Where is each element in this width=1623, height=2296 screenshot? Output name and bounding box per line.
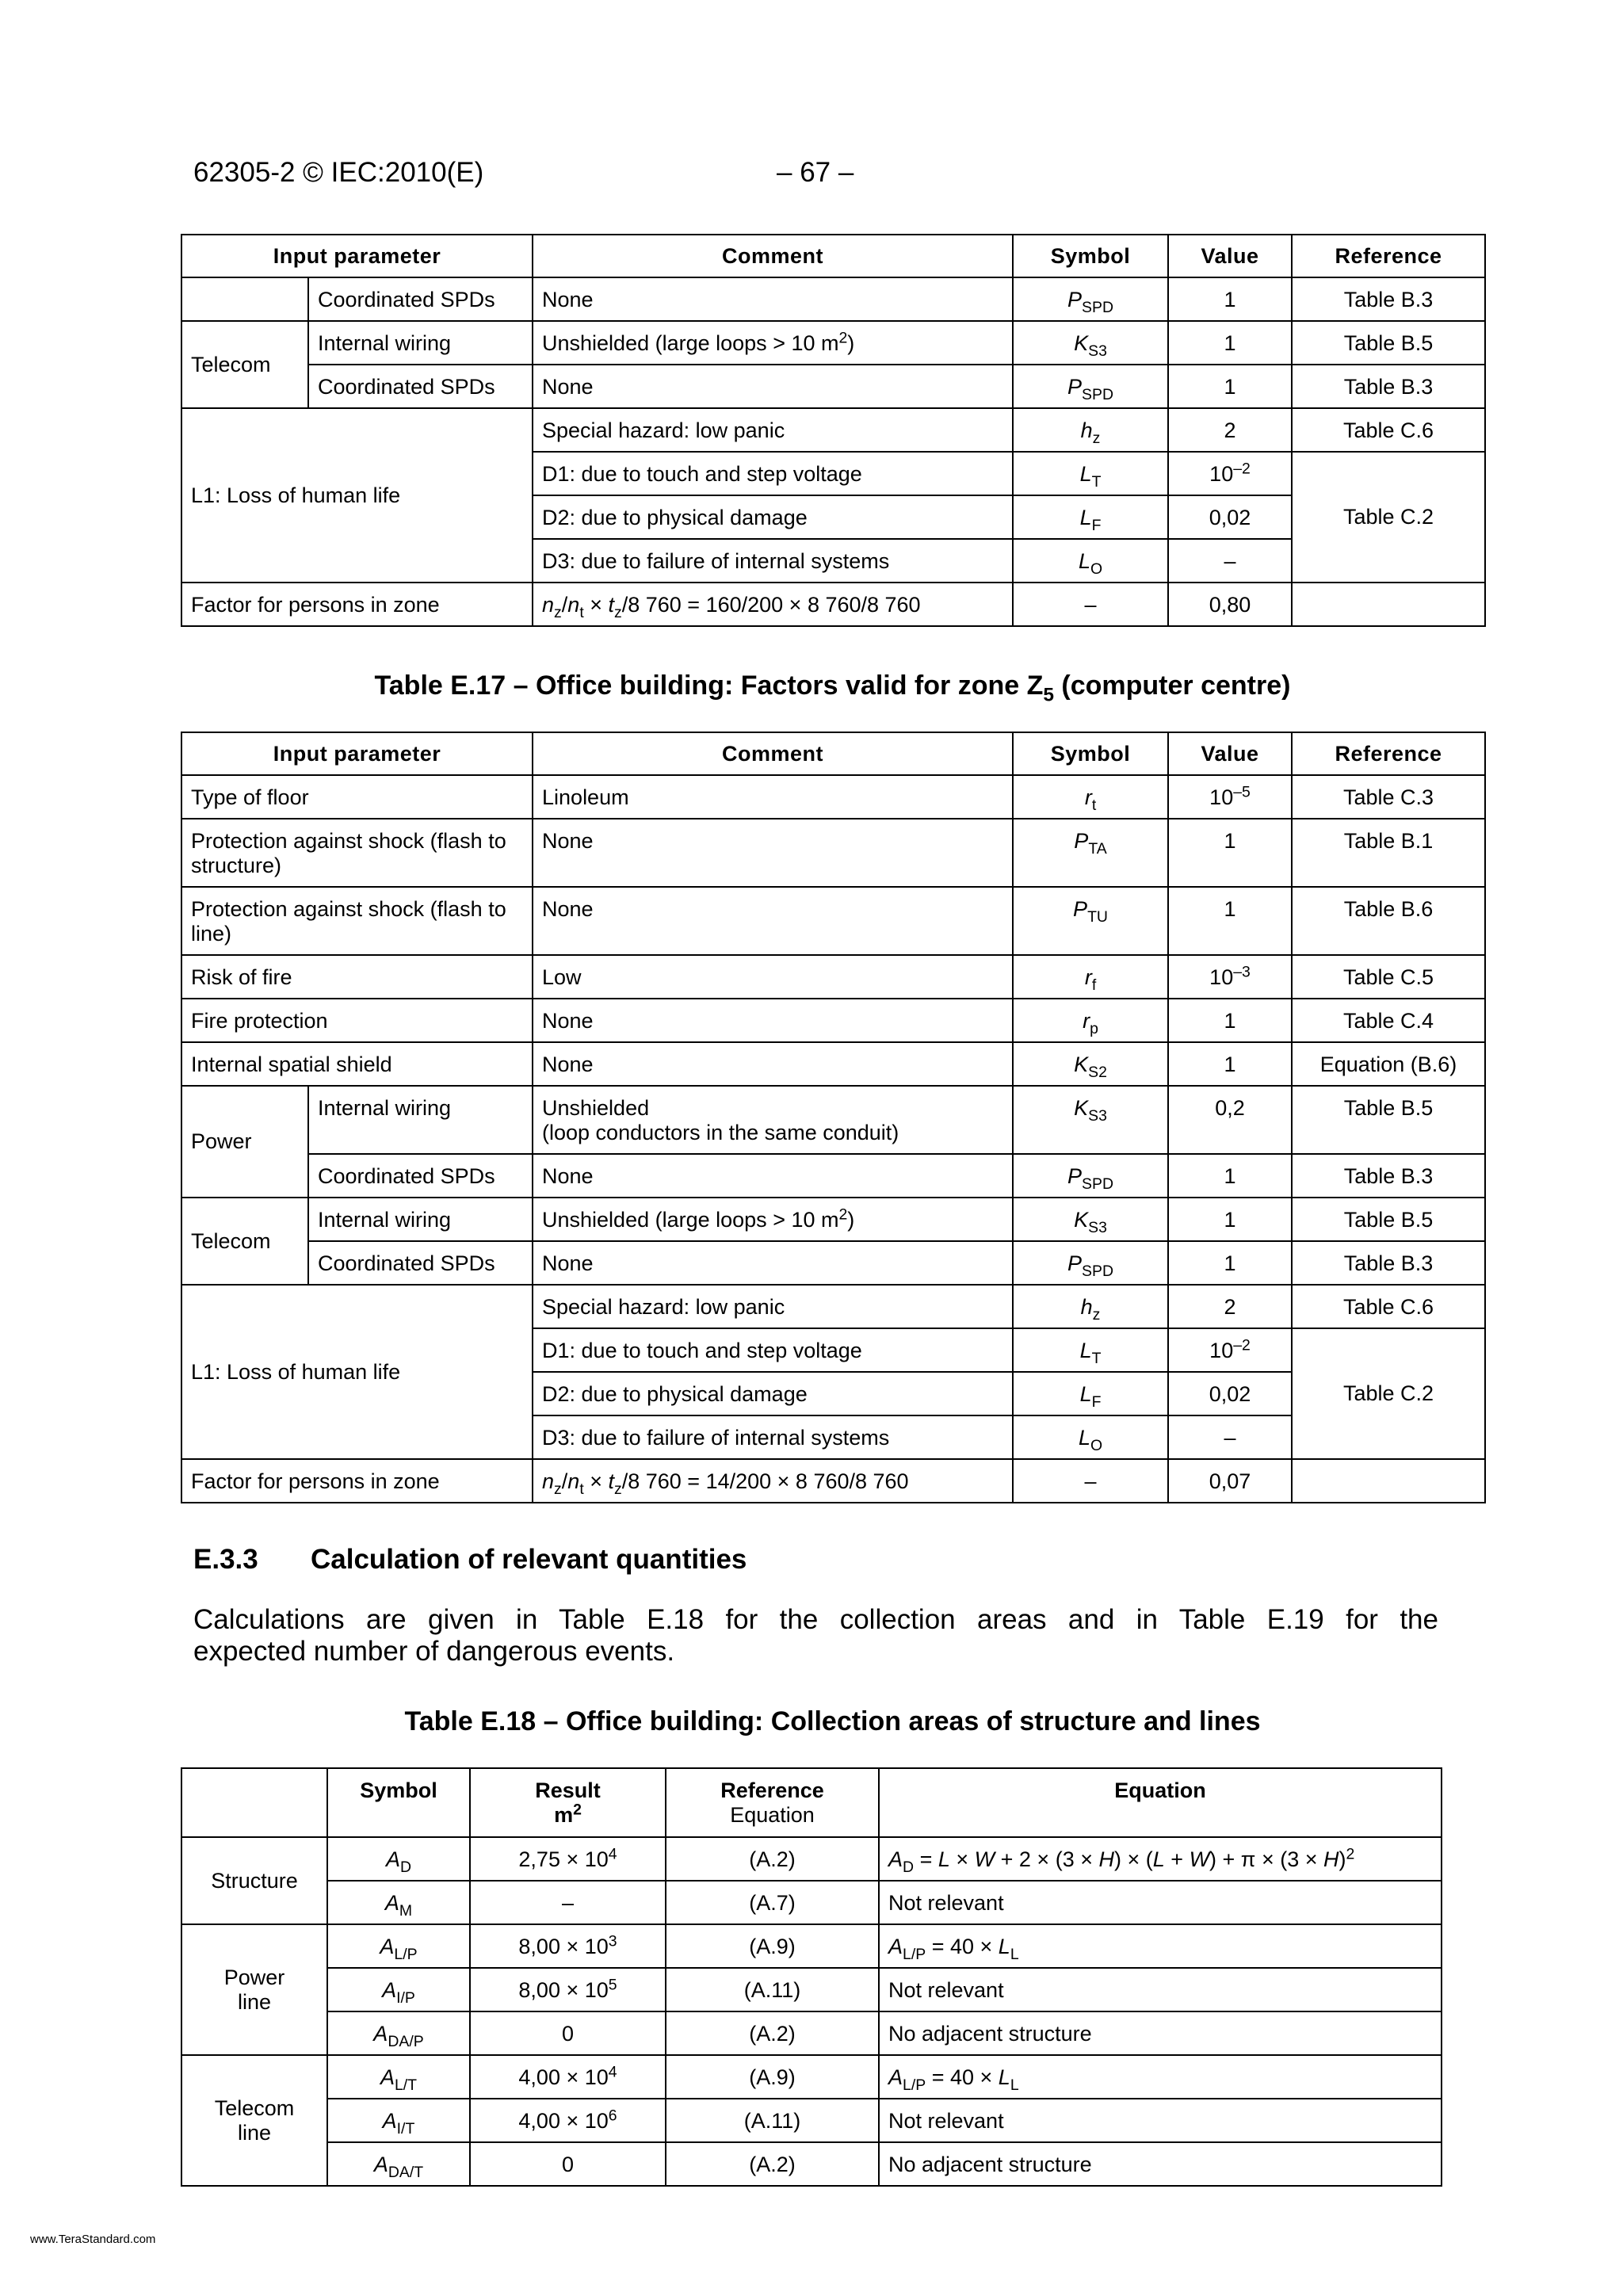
table-row [181,887,1485,955]
cell-reference: (A.9) [666,1924,879,1968]
cell-reference: Table B.3 [1292,365,1485,408]
cell-symbol: $K_{S3}$ [1013,1086,1168,1154]
table-row [181,1042,1485,1086]
cell-reference: Table C.6 [1292,1285,1485,1328]
cell-symbol: $A_{DA/T}$ [327,2142,470,2186]
cell-param: Coordinated SPDs [308,365,533,408]
cell-reference [1292,583,1485,626]
cell-reference: Table B.3 [1292,277,1485,321]
paragraph-line-2: expected number of dangerous events. [193,1636,675,1667]
cell-param: Risk of fire [181,955,533,999]
cell-reference: Equation (B.6) [1292,1042,1485,1086]
cell-comment: D1: due to touch and step voltage [533,1328,1013,1372]
cell-equation: $A_D = L \times W + 2 \times (3 \times H) \times (L + W) + \pi \times (3 \times H)^2$ [879,1837,1442,1881]
header-symbol: Symbol [1013,235,1168,277]
group-structure: Structure [181,1837,327,1924]
page-number: – 67 – [777,157,854,188]
group-power-line: Power line [181,1924,327,2055]
table-row [181,321,1485,365]
table-row [181,819,1485,887]
cell-result: $2,75 \times 10^4$ [470,1837,666,1881]
cell-equation: No adjacent structure [879,2142,1442,2186]
cell-value: 1 [1168,1198,1292,1241]
cell-reference: Table B.6 [1292,887,1485,955]
cell-symbol: $A_{L/T}$ [327,2055,470,2099]
cell-result: $8,00 \times 10^3$ [470,1924,666,1968]
cell-symbol: $K_{S3}$ [1013,321,1168,365]
document-id: 62305-2 © IEC:2010(E) [193,157,484,188]
cell-value: 0,02 [1168,495,1292,539]
cell-reference: Table B.3 [1292,1154,1485,1198]
cell-symbol: $P_{TA}$ [1013,819,1168,887]
cell-equation: Not relevant [879,1881,1442,1924]
cell-comment: None [533,1154,1013,1198]
cell-reference: (A.2) [666,2142,879,2186]
header-reference: Reference Equation [666,1768,879,1837]
cell-symbol: $A_{I/T}$ [327,2099,470,2142]
cell-reference: Table B.5 [1292,321,1485,365]
cell-blank [181,277,308,321]
cell-value: $10^{-5}$ [1168,775,1292,819]
cell-comment: Special hazard: low panic [533,408,1013,452]
cell-param: Coordinated SPDs [308,1241,533,1285]
cell-value: $10^{-2}$ [1168,452,1292,495]
table-e18-caption: Table E.18 – Office building: Collection areas of structure and lines [404,1706,1261,1736]
cell-comment: Linoleum [533,775,1013,819]
cell-reference: (A.2) [666,2011,879,2055]
cell-value: 1 [1168,365,1292,408]
cell-reference: Table B.5 [1292,1198,1485,1241]
header-symbol: Symbol [1013,732,1168,775]
table-row [181,2055,1442,2099]
cell-symbol: – [1013,1459,1168,1503]
header-value: Value [1168,235,1292,277]
cell-symbol: $P_{SPD}$ [1013,1154,1168,1198]
cell-symbol: $P_{SPD}$ [1013,277,1168,321]
cell-symbol: $A_D$ [327,1837,470,1881]
header-comment: Comment [533,235,1013,277]
cell-symbol: $h_z$ [1013,1285,1168,1328]
cell-comment: Special hazard: low panic [533,1285,1013,1328]
table-row [181,1241,1485,1285]
cell-symbol: $P_{SPD}$ [1013,1241,1168,1285]
paragraph-line-1: Calculations are given in Table E.18 for the collection areas and in Table E.19 for the [193,1604,1438,1635]
cell-value: 1 [1168,1241,1292,1285]
table-row [181,955,1485,999]
cell-symbol: $L_F$ [1013,495,1168,539]
cell-result: $8,00 \times 10^5$ [470,1968,666,2011]
section-number: E.3.3 [193,1544,258,1575]
cell-value: 1 [1168,887,1292,955]
cell-result: $4,00 \times 10^6$ [470,2099,666,2142]
cell-comment: D2: due to physical damage [533,495,1013,539]
group-power: Power [181,1086,308,1198]
header-reference: Reference [1292,235,1485,277]
cell-comment: Low [533,955,1013,999]
cell-comment: $n_z/n_t \times t_z/8$ 760 = 160/200 × 8 760/8 760 [533,583,1013,626]
cell-reference: Table C.5 [1292,955,1485,999]
cell-value: 1 [1168,1042,1292,1086]
cell-comment: None [533,887,1013,955]
cell-comment: None [533,999,1013,1042]
table-row [181,2099,1442,2142]
cell-symbol: $r_t$ [1013,775,1168,819]
footer-website: www.TeraStandard.com [30,2233,156,2246]
cell-comment: Unshielded (loop conductors in the same conduit) [533,1086,1013,1154]
cell-reference: Table B.5 [1292,1086,1485,1154]
cell-value: – [1168,539,1292,583]
table-e16-continued [181,234,1486,627]
cell-result: – [470,1881,666,1924]
table-row [181,2142,1442,2186]
cell-symbol: $P_{TU}$ [1013,887,1168,955]
cell-reference: Table B.1 [1292,819,1485,887]
cell-symbol: $L_O$ [1013,1415,1168,1459]
cell-param: Internal spatial shield [181,1042,533,1086]
cell-symbol: $A_{I/P}$ [327,1968,470,2011]
table-row [181,1881,1442,1924]
cell-reference: Table B.3 [1292,1241,1485,1285]
cell-value: $10^{-3}$ [1168,955,1292,999]
cell-value: $10^{-2}$ [1168,1328,1292,1372]
group-telecom: Telecom [181,321,308,408]
cell-param: Factor for persons in zone [181,1459,533,1503]
cell-param: Internal wiring [308,1086,533,1154]
table-row [181,1086,1485,1154]
header-equation: Equation [879,1768,1442,1837]
cell-reference: (A.2) [666,1837,879,1881]
cell-comment: D3: due to failure of internal systems [533,539,1013,583]
group-telecom: Telecom [181,1198,308,1285]
cell-comment: D1: due to touch and step voltage [533,452,1013,495]
header-value: Value [1168,732,1292,775]
cell-value: – [1168,1415,1292,1459]
cell-comment: D3: due to failure of internal systems [533,1415,1013,1459]
cell-reference: (A.11) [666,1968,879,2011]
cell-value: 0,80 [1168,583,1292,626]
header-blank [181,1768,327,1837]
cell-param: Internal wiring [308,321,533,365]
cell-equation: $A_{L/P} = 40 \times L_L$ [879,2055,1442,2099]
cell-value: 1 [1168,1154,1292,1198]
table-e17 [181,732,1486,1503]
section-title: Calculation of relevant quantities [311,1544,747,1575]
cell-symbol: $L_O$ [1013,539,1168,583]
cell-value: 1 [1168,277,1292,321]
table-row [181,1968,1442,2011]
cell-value: 2 [1168,1285,1292,1328]
cell-result: 0 [470,2142,666,2186]
cell-symbol: – [1013,583,1168,626]
cell-reference: Table C.2 [1292,1328,1485,1459]
cell-equation: No adjacent structure [879,2011,1442,2055]
cell-param: Type of floor [181,775,533,819]
cell-comment: None [533,277,1013,321]
cell-param: Protection against shock (flash to line) [181,887,533,955]
group-l1-loss-of-human-life: L1: Loss of human life [181,1285,533,1459]
table-row [181,1837,1442,1881]
table-row [181,1924,1442,1968]
group-telecom-line: Telecom line [181,2055,327,2186]
cell-value: 0,02 [1168,1372,1292,1415]
table-row [181,1285,1485,1328]
cell-symbol: $r_f$ [1013,955,1168,999]
cell-value: 0,07 [1168,1459,1292,1503]
cell-param: Coordinated SPDs [308,277,533,321]
cell-reference: (A.11) [666,2099,879,2142]
cell-reference: Table C.4 [1292,999,1485,1042]
cell-symbol: $L_T$ [1013,452,1168,495]
table-row [181,1459,1485,1503]
cell-comment: $n_z/n_t \times t_z/8$ 760 = 14/200 × 8 760/8 760 [533,1459,1013,1503]
header-symbol: Symbol [327,1768,470,1837]
cell-value: 1 [1168,999,1292,1042]
table-e18 [181,1767,1442,2187]
cell-symbol: $K_{S3}$ [1013,1198,1168,1241]
cell-param: Internal wiring [308,1198,533,1241]
table-row [181,999,1485,1042]
table-row [181,408,1485,452]
cell-result: 0 [470,2011,666,2055]
cell-value: 0,2 [1168,1086,1292,1154]
cell-symbol: $A_{DA/P}$ [327,2011,470,2055]
header-input-parameter: Input parameter [181,732,533,775]
cell-symbol: $A_{L/P}$ [327,1924,470,1968]
group-l1-loss-of-human-life: L1: Loss of human life [181,408,533,583]
cell-symbol: $L_F$ [1013,1372,1168,1415]
header-input-parameter: Input parameter [181,235,533,277]
cell-reference: Table C.6 [1292,408,1485,452]
cell-equation: Not relevant [879,1968,1442,2011]
cell-comment: None [533,1241,1013,1285]
header-comment: Comment [533,732,1013,775]
cell-reference: (A.7) [666,1881,879,1924]
header-result: Result $m^2$ [470,1768,666,1837]
table-row [181,365,1485,408]
table-row [181,277,1485,321]
header-reference: Reference [1292,732,1485,775]
table-row [181,2011,1442,2055]
cell-comment: Unshielded (large loops > 10 $m^2$) [533,1198,1013,1241]
cell-symbol: $r_p$ [1013,999,1168,1042]
cell-param: Factor for persons in zone [181,583,533,626]
table-e17-caption: Table E.17 – Office building: Factors valid for zone $Z_5$ (computer centre) [374,670,1291,706]
cell-reference: (A.9) [666,2055,879,2099]
table-row [181,1154,1485,1198]
table-row [181,583,1485,626]
cell-param: Coordinated SPDs [308,1154,533,1198]
body-paragraph [193,1604,1438,1668]
cell-equation: Not relevant [879,2099,1442,2142]
cell-comment: None [533,819,1013,887]
cell-value: 1 [1168,819,1292,887]
cell-symbol: $K_{S2}$ [1013,1042,1168,1086]
cell-result: $4,00 \times 10^4$ [470,2055,666,2099]
cell-value: 1 [1168,321,1292,365]
cell-comment: None [533,1042,1013,1086]
cell-param: Protection against shock (flash to structure) [181,819,533,887]
cell-param: Fire protection [181,999,533,1042]
cell-symbol: $A_M$ [327,1881,470,1924]
table-row [181,1198,1485,1241]
cell-comment: D2: due to physical damage [533,1372,1013,1415]
cell-symbol: $L_T$ [1013,1328,1168,1372]
cell-equation: $A_{L/P} = 40 \times L_L$ [879,1924,1442,1968]
cell-comment: Unshielded (large loops > 10 $m^2$) [533,321,1013,365]
cell-comment: None [533,365,1013,408]
cell-reference: Table C.3 [1292,775,1485,819]
cell-symbol: $P_{SPD}$ [1013,365,1168,408]
cell-value: 2 [1168,408,1292,452]
cell-reference: Table C.2 [1292,452,1485,583]
table-row [181,775,1485,819]
cell-symbol: $h_z$ [1013,408,1168,452]
cell-reference [1292,1459,1485,1503]
